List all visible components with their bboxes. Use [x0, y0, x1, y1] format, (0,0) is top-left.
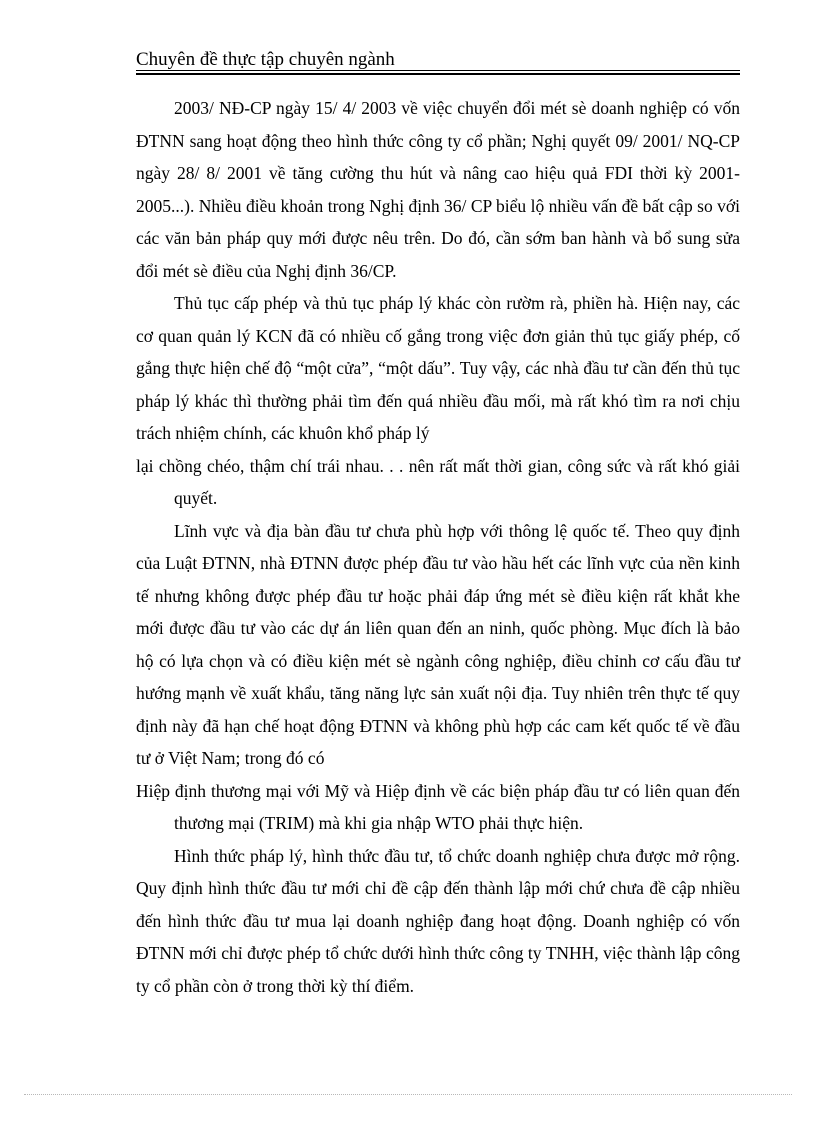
paragraph-investment-sectors: Lĩnh vực và địa bàn đầu tư chưa phù hợp với thông lệ quốc tế. Theo quy định của Luật ĐTNN, nhà ĐTNN được phép đầu tư vào hầu hết các lĩnh vực của nền kinh tế nhưng không được phép đầu tư hoặc phải đáp ứng mét sè điều kiện rất khắt khe mới được đầu tư vào các dự án liên quan đến an ninh, quốc phòng. Mục đích là bảo hộ có lựa chọn và có điều kiện mét sè ngành công nghiệp, điều chỉnh cơ cấu đầu tư hướng mạnh về xuất khẩu, tăng năng lực sản xuất nội địa. Tuy nhiên trên thực tế quy định này đã hạn chế hoạt động ĐTNN và không phù hợp các cam kết quốc tế về đầu tư ở Việt Nam; trong đó có [136, 520, 740, 768]
paragraph-legal-forms: Hình thức pháp lý, hình thức đầu tư, tổ chức doanh nghiệp chưa được mở rộng. Quy định hình thức đầu tư mới chỉ đề cập đến thành lập mới chứ chưa đề cập nhiều đến hình thức đầu tư mua lại doanh nghiệp đang hoạt động. Doanh nghiệp có vốn ĐTNN mới chỉ được phép tổ chức dưới hình thức công ty TNHH, việc thành lập công ty cổ phần còn ở trong thời kỳ thí điểm. [136, 845, 740, 996]
paragraph-licensing-procedures-continued: lại chồng chéo, thậm chí trái nhau. . . nên rất mất thời gian, công sức và rất khó giải quyết. [136, 455, 740, 508]
header-divider-thick [136, 73, 740, 75]
header-divider-thin [136, 70, 740, 71]
paragraph-investment-sectors-continued: Hiệp định thương mại với Mỹ và Hiệp định về các biện pháp đầu tư có liên quan đến thương mại (TRIM) mà khi gia nhập WTO phải thực hiện. [136, 780, 740, 833]
document-body [136, 92, 740, 1002]
page-bottom-dotted-border [24, 1094, 792, 1095]
paragraph-licensing-procedures: Thủ tục cấp phép và thủ tục pháp lý khác còn rườm rà, phiền hà. Hiện nay, các cơ quan quản lý KCN đã có nhiều cố gắng trong việc đơn giản thủ tục giấy phép, cố gắng thực hiện chế độ “một cửa”, “một dấu”. Tuy vậy, các nhà đầu tư cần đến thủ tục pháp lý khác thì thường phải tìm đến quá nhiều đầu mối, mà rất khó tìm ra nơi chịu trách nhiệm chính, các khuôn khổ pháp lý [136, 293, 740, 443]
page-header-title: Chuyên đề thực tập chuyên ngành [136, 49, 395, 70]
paragraph-decree-36-revision: 2003/ NĐ-CP ngày 15/ 4/ 2003 về việc chuyển đổi mét sè doanh nghiệp có vốn ĐTNN sang hoạt động theo hình thức công ty cổ phần; Nghị quyết 09/ 2001/ NQ-CP ngày 28/ 8/ 2001 về tăng cường thu hút và nâng cao hiệu quả FDI thời kỳ 2001-2005...). Nhiều điều khoản trong Nghị định 36/ CP biểu lộ nhiều vấn đề bất cập so với các văn bản pháp quy mới được nêu trên. Do đó, cần sớm ban hành và bổ sung sửa đổi mét sè điều của Nghị định 36/CP. [136, 98, 740, 281]
